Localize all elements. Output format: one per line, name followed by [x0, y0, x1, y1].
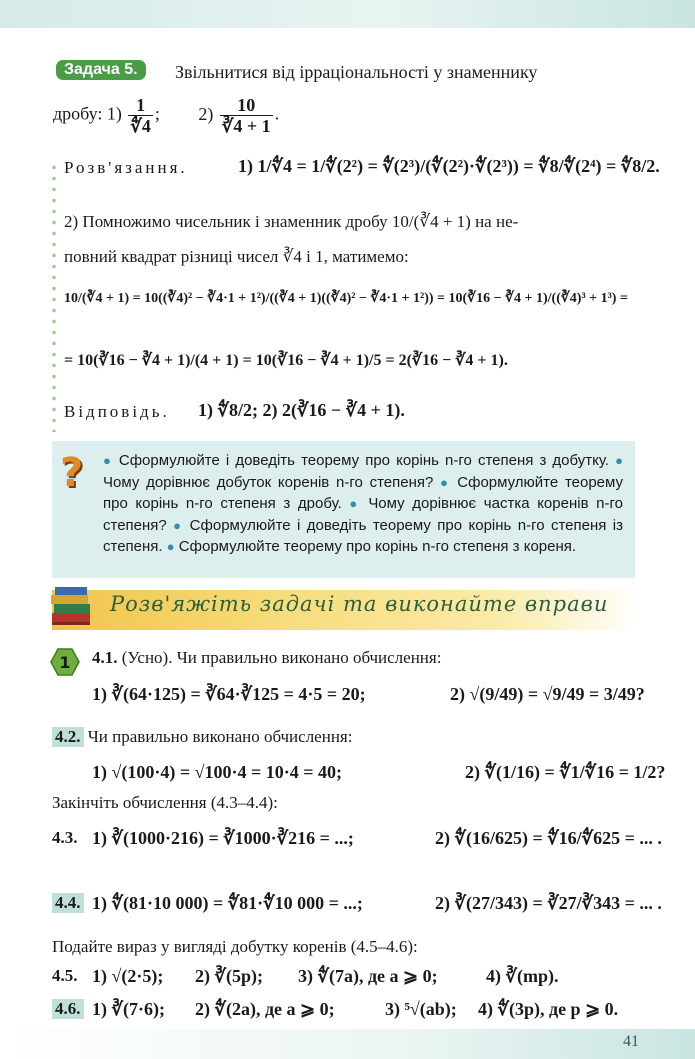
question-3: Сформулюйте теорему про корінь n-го степеня з дробу. [103, 473, 624, 512]
ex-4-3-item-1: 1) ∛(1000·216) = ∛1000·∛216 = ...; [92, 828, 354, 848]
task-part2-label: 2) [198, 103, 214, 124]
bullet-icon: ● [349, 496, 361, 511]
ex-4-1-text: (Усно). Чи правильно виконано обчислення: [121, 648, 442, 667]
level-badge-text: 1 [59, 653, 71, 672]
question-4: Чому дорівнює частка коренів n-го степеня? [103, 495, 623, 534]
page-number: 41 [623, 1033, 639, 1050]
ex-4-1-statement [92, 648, 441, 668]
ex-4-3-number [52, 828, 78, 848]
solution-equation-1: 10/(∛4 + 1) = 10((∛4)² − ∛4·1 + 1²)/((∛4 + 1)((∛4)² − ∛4·1 + 1²)) = 10(∛16 − ∛4 + 1)/((∛4)³ + 1³) = [64, 291, 628, 306]
solution-part2-line1: 2) Помножимо чисельник і знаменник дробу 10/(∛4 + 1) на не- [64, 212, 519, 231]
task-fraction-1-numerator: 1 [128, 95, 152, 116]
ex-4-6-label: 4.6. [52, 999, 84, 1019]
product-instruction: Подайте вираз у вигляді добутку коренів (4.5–4.6): [52, 937, 418, 956]
task-text-line2: дробу: 1) $\frac{1}{∜4}$ ; 2) $\frac{10}{∛4 + 1}$ . [53, 95, 280, 136]
solution-equation-2: = 10(∛16 − ∛4 + 1)/(4 + 1) = 10(∛16 − ∛4 + 1)/5 = 2(∛16 − ∛4 + 1). [64, 352, 508, 369]
bullet-icon: ● [173, 517, 184, 533]
bullet-icon: ● [103, 453, 113, 468]
solution-part2-line2: повний квадрат різниці чисел ∛4 і 1, матимемо: [64, 247, 409, 266]
answer-label: Відповідь. [64, 402, 170, 421]
ex-4-5-item-2: 2) ∛(5p); [195, 966, 263, 986]
ex-4-6-number [52, 999, 84, 1019]
task-label: Задача 5. [56, 60, 146, 80]
ex-4-6-item-3: 3) ⁵√(ab); [385, 999, 457, 1019]
ex-4-5-label: 4.5. [52, 966, 78, 985]
bullet-icon: ● [166, 539, 175, 554]
top-decor-band [0, 0, 695, 28]
question-1: Сформулюйте і доведіть теорему про корінь n-го степеня з добутку. [118, 452, 610, 469]
task-fraction-2 [220, 95, 273, 136]
bottom-decor-band [0, 1029, 695, 1059]
bullet-icon: ● [615, 453, 623, 468]
task-fraction-2-numerator: 10 [220, 95, 273, 116]
ex-4-2-statement [52, 727, 352, 747]
ex-4-6-item-2: 2) ∜(2a), де a ⩾ 0; [195, 999, 335, 1019]
section-title: Розв'яжіть задачі та виконайте вправи [110, 592, 609, 616]
question-5: Сформулюйте і доведіть теорему про корінь n-го степеня із степеня. [103, 516, 623, 555]
review-questions-text [103, 450, 623, 558]
task-text-line1: Звільнитися від ірраціональності у знаменнику [175, 62, 538, 82]
ex-4-5-item-3: 3) ∜(7a), де a ⩾ 0; [298, 966, 438, 986]
task-fraction-1-denominator: ∜4 [130, 116, 151, 136]
question-books-icon: ? [60, 450, 84, 496]
ex-4-2-item-1: 1) √(100·4) = √100·4 = 10·4 = 40; [92, 762, 343, 782]
ex-4-3-label: 4.3. [52, 828, 78, 847]
finish-instruction: Закінчіть обчислення (4.3–4.4): [52, 793, 278, 812]
ex-4-5-number [52, 966, 78, 986]
ex-4-6-item-4: 4) ∜(3p), де p ⩾ 0. [478, 999, 619, 1019]
question-2: Чому дорівнює добуток коренів n-го степеня? [103, 473, 434, 491]
ex-4-5-item-4: 4) ∛(mp). [486, 966, 559, 986]
question-6: Сформулюйте теорему про корінь n-го степеня з кореня. [178, 538, 577, 555]
task-fraction-1 [128, 95, 152, 136]
ex-4-6-item-1: 1) ∛(7·6); [92, 999, 165, 1019]
ex-4-1-item-1: 1) ∛(64·125) = ∛64·∛125 = 4·5 = 20; [92, 684, 366, 704]
level-hexagon-icon [50, 648, 80, 676]
ex-4-4-item-1: 1) ∜(81·10 000) = ∜81·∜10 000 = ...; [92, 893, 363, 913]
bullet-icon: ● [440, 474, 451, 490]
solution-label: Розв'язання. [64, 158, 188, 177]
ex-4-2-number: 4.2. [52, 727, 84, 747]
task-line2-prefix: дробу: 1) [53, 103, 122, 124]
ex-4-4-item-2: 2) ∛(27/343) = ∛27/∛343 = ... . [435, 893, 662, 913]
task-fraction-2-denominator: ∛4 + 1 [221, 116, 271, 136]
ex-4-2-item-2: 2) ∜(1/16) = ∜1/∜16 = 1/2? [465, 762, 666, 782]
ex-4-1-number: 4.1. [92, 648, 118, 667]
ex-4-4-label: 4.4. [52, 893, 84, 913]
ex-4-4-number [52, 893, 84, 913]
answer-value: 1) ∜8/2; 2) 2(∛16 − ∛4 + 1). [198, 400, 405, 420]
ex-4-3-item-2: 2) ∜(16/625) = ∜16/∜625 = ... . [435, 828, 662, 848]
solution-part1: 1) 1/∜4 = 1/∜(2²) = ∜(2³)/(∜(2²)·∜(2³)) = ∜8/∜(2⁴) = ∜8/2. [238, 156, 660, 176]
solution-dotted-margin [52, 162, 56, 432]
books-icon [48, 583, 96, 631]
ex-4-5-item-1: 1) √(2·5); [92, 966, 164, 986]
ex-4-2-text: Чи правильно виконано обчислення: [87, 727, 353, 746]
ex-4-1-item-2: 2) √(9/49) = √9/49 = 3/49? [450, 684, 645, 704]
